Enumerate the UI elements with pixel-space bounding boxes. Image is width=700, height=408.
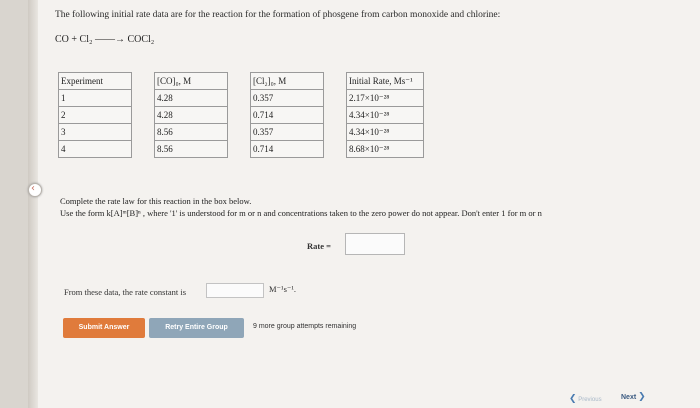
instruction-line-1: Complete the rate law for this reaction in the box below. [60, 196, 252, 206]
cell-experiment: 3 [59, 124, 132, 141]
cell-experiment: 1 [59, 90, 132, 107]
previous-label: Previous [578, 397, 602, 403]
cell-co: 4.28 [155, 107, 228, 124]
cell-co: 8.56 [155, 124, 228, 141]
rate-label: Rate = [307, 241, 331, 251]
header-rate: Initial Rate, Ms⁻¹ [347, 73, 424, 90]
rate-constant-unit: M⁻¹s⁻¹. [269, 284, 297, 294]
cell-cl2: 0.714 [251, 141, 324, 158]
chevron-left-icon: ‹ [31, 183, 35, 194]
rate-constant-label: From these data, the rate constant is [64, 287, 187, 297]
cell-rate: 2.17×10⁻²⁸ [347, 90, 424, 107]
cell-cl2: 0.357 [251, 124, 324, 141]
attempts-remaining: 9 more group attempts remaining [253, 323, 357, 330]
page-edge [28, 0, 38, 408]
next-label: Next [621, 394, 637, 401]
intro-text: The following initial rate data are for the reaction for the formation of phosgene from carbon monoxide and chlorine: [55, 10, 501, 20]
table-row [59, 124, 424, 141]
cell-rate: 8.68×10⁻²⁸ [347, 141, 424, 158]
chevron-right-icon: ❯ [638, 392, 646, 402]
cell-experiment: 2 [59, 107, 132, 124]
cell-experiment: 4 [59, 141, 132, 158]
cell-co: 8.56 [155, 141, 228, 158]
rate-law-input[interactable] [345, 233, 405, 255]
rate-constant-input[interactable] [206, 283, 264, 298]
cell-co: 4.28 [155, 90, 228, 107]
table-header-row [59, 73, 424, 90]
header-cl2: [Cl₂]₀, M [251, 73, 324, 90]
table-row [59, 90, 424, 107]
cell-rate: 4.34×10⁻²⁸ [347, 107, 424, 124]
collapse-sidebar-button[interactable] [28, 183, 42, 197]
retry-group-button[interactable]: Retry Entire Group [149, 318, 244, 338]
cell-cl2: 0.357 [251, 90, 324, 107]
cell-rate: 4.34×10⁻²⁸ [347, 124, 424, 141]
instruction-line-2: Use the form k[A]ᵐ[B]ⁿ , where '1' is understood for m or n and concentrations taken to the zero power do not appear. Don't enter 1 for m or n [60, 208, 542, 218]
chevron-left-icon: ❮ [569, 394, 577, 404]
submit-answer-button[interactable]: Submit Answer [63, 318, 145, 338]
table-row [59, 107, 424, 124]
cell-cl2: 0.714 [251, 107, 324, 124]
rate-data-table [58, 72, 424, 158]
reaction-equation: CO + Cl₂ ——→ COCl₂ [55, 34, 155, 45]
next-button[interactable] [621, 392, 646, 402]
header-experiment: Experiment [59, 73, 132, 90]
header-co: [CO]₀, M [155, 73, 228, 90]
table-row [59, 141, 424, 158]
previous-button[interactable] [569, 394, 602, 404]
